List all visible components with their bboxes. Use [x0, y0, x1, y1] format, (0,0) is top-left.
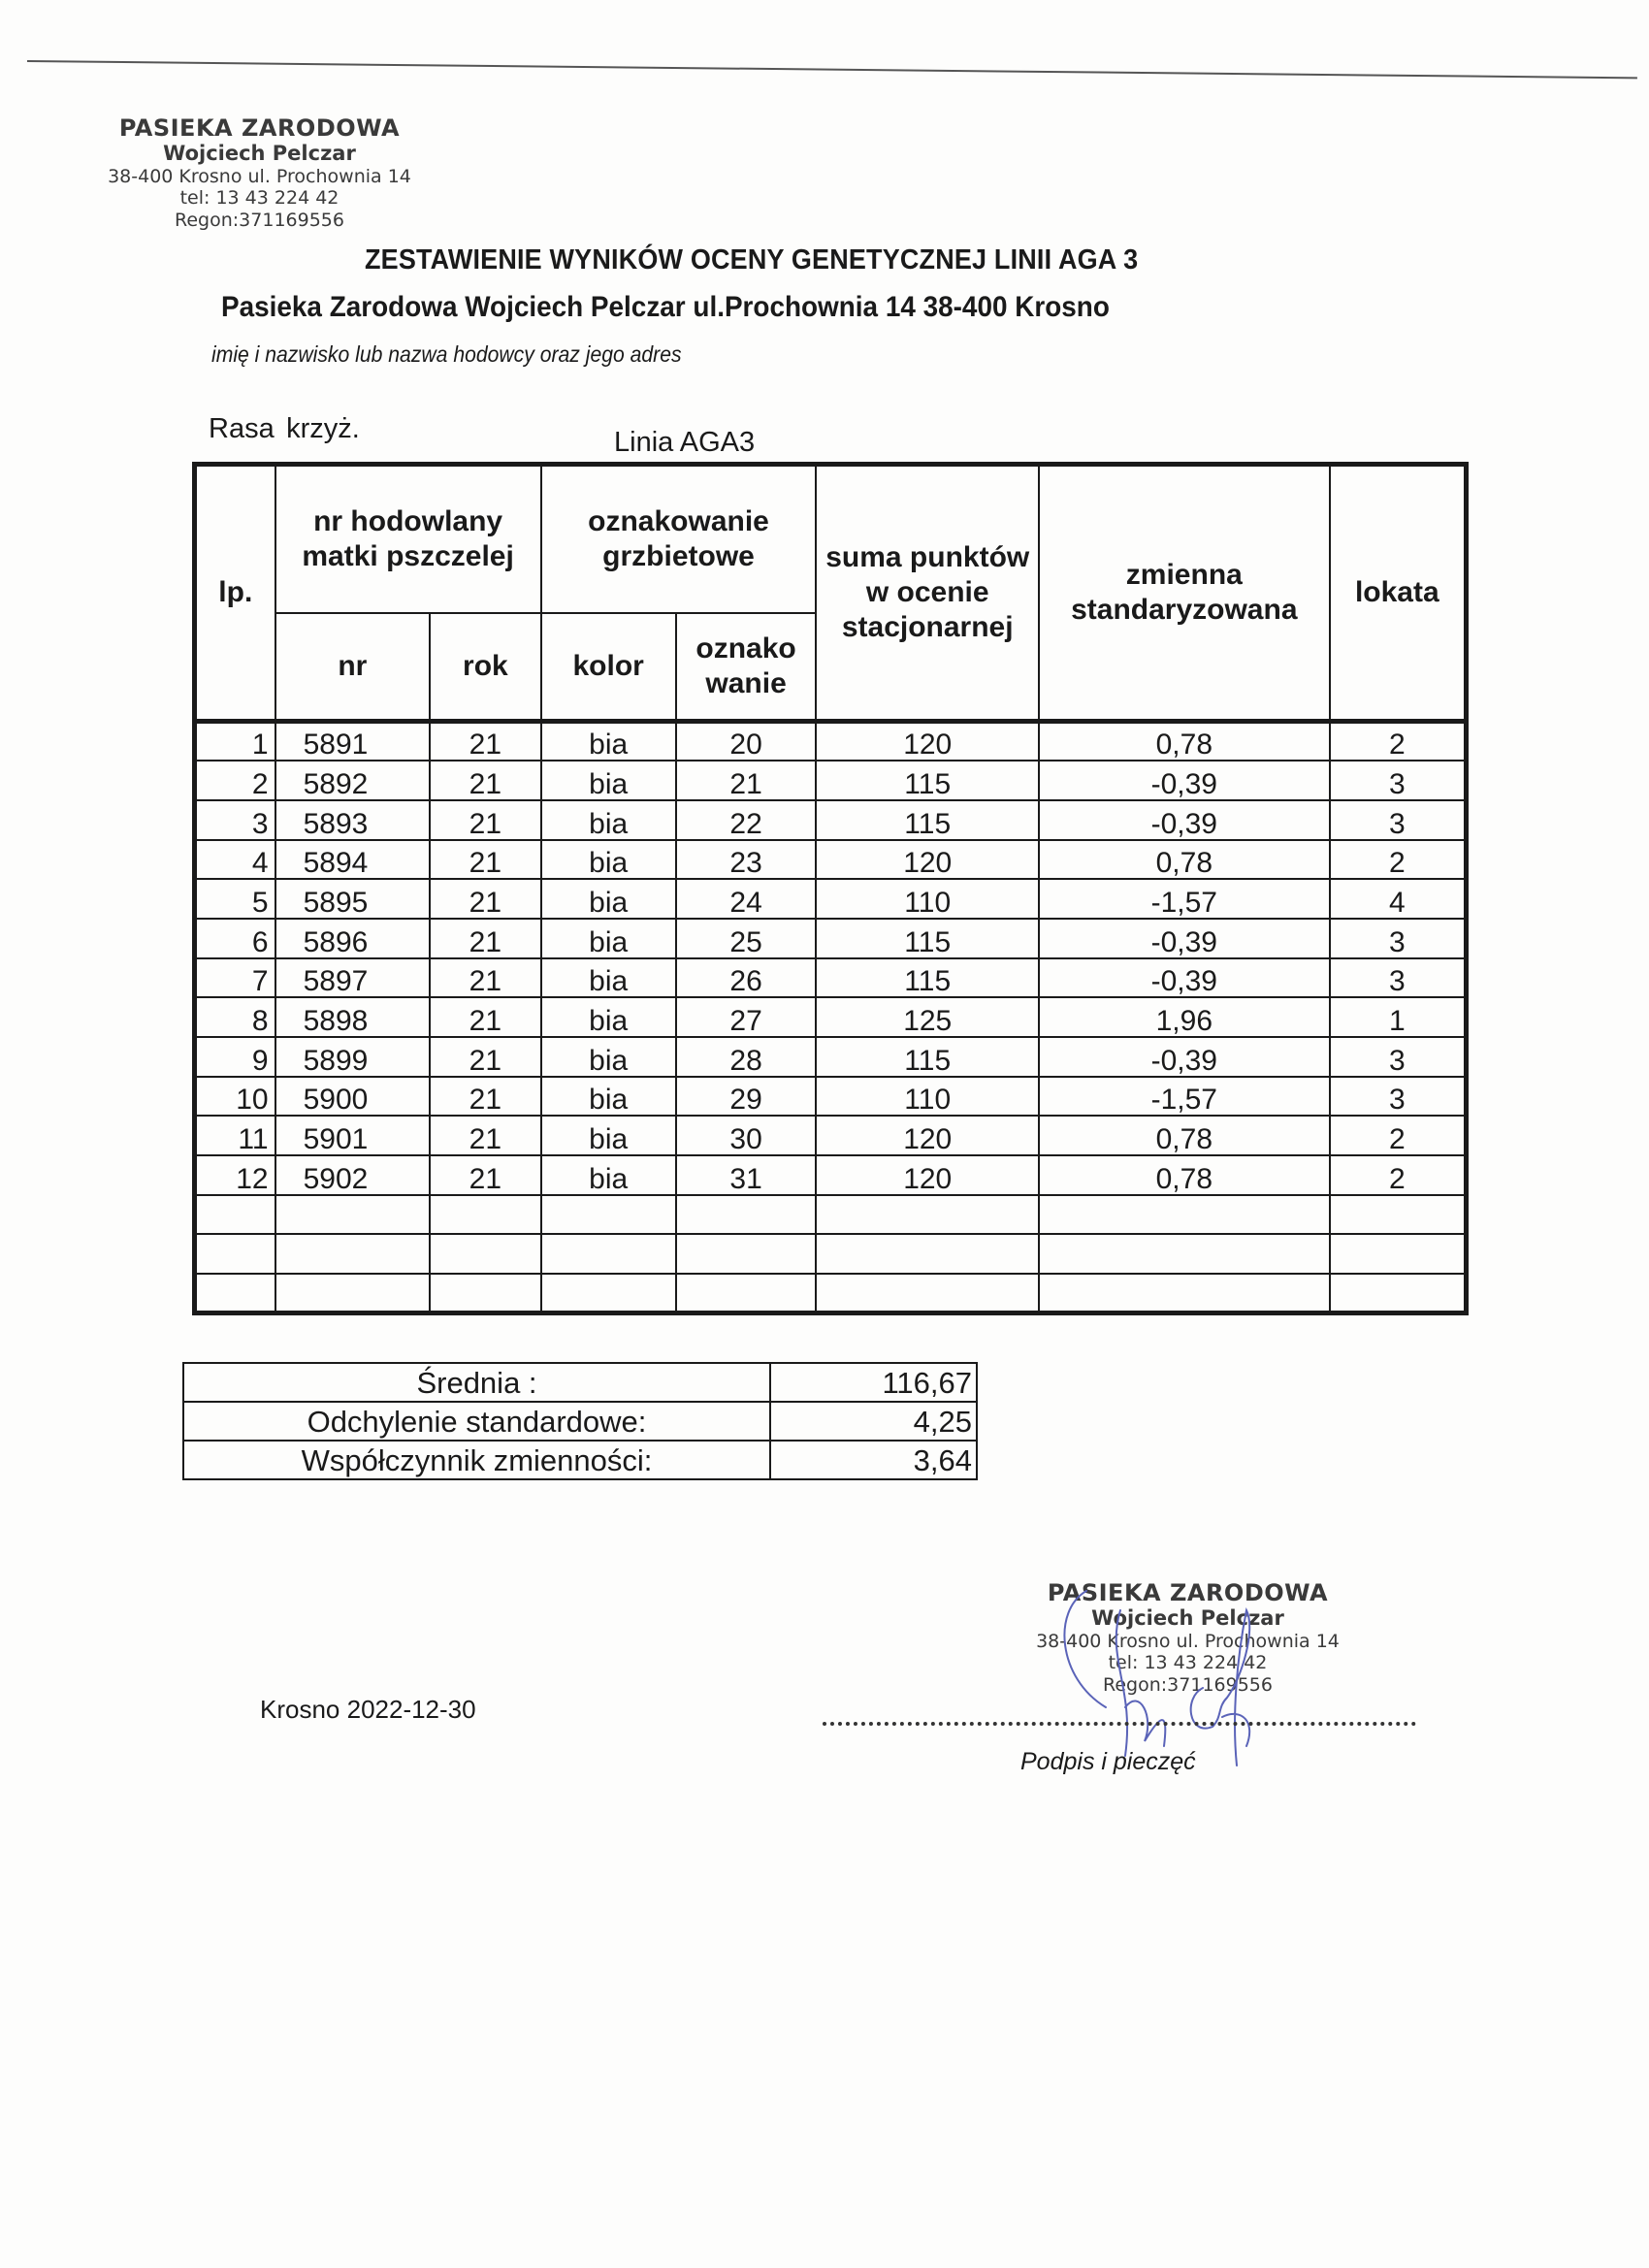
cell-zmienna: 0,78 [1039, 1116, 1330, 1155]
statistic-value: 4,25 [770, 1402, 977, 1441]
cell-kolor: bia [541, 1037, 676, 1077]
statistic-label: Współczynnik zmienności: [183, 1441, 770, 1479]
cell-lokata: 1 [1330, 997, 1467, 1037]
cell-oznakowanie: 25 [676, 919, 817, 958]
header-oznakowanie-text: oznako wanie [695, 632, 796, 699]
table-row [195, 1077, 1467, 1117]
cell-kolor [541, 1274, 676, 1313]
cell-rok: 21 [430, 997, 541, 1037]
cell-lokata: 2 [1330, 722, 1467, 761]
header-zmienna [1039, 465, 1330, 722]
top-rule [27, 60, 1637, 79]
cell-lp: 11 [195, 1116, 275, 1155]
cell-rok: 21 [430, 1155, 541, 1195]
cell-suma [816, 1274, 1039, 1313]
cell-rok: 21 [430, 879, 541, 919]
cell-zmienna: 0,78 [1039, 722, 1330, 761]
cell-lokata: 3 [1330, 958, 1467, 998]
table-row [195, 919, 1467, 958]
cell-kolor [541, 1195, 676, 1235]
cell-lp [195, 1195, 275, 1235]
line-label: Linia AGA3 [614, 427, 756, 458]
breeder-name: Pasieka Zarodowa Wojciech Pelczar ul.Prochownia 14 38-400 Krosno [221, 291, 1110, 323]
cell-lokata: 2 [1330, 840, 1467, 880]
table-row [195, 997, 1467, 1037]
cell-oznakowanie: 31 [676, 1155, 817, 1195]
cell-kolor: bia [541, 840, 676, 880]
stamp-address: 38-400 Krosno ul. Prochownia 14 [1036, 1631, 1340, 1653]
cell-rok: 21 [430, 919, 541, 958]
cell-lokata: 3 [1330, 761, 1467, 800]
header-suma [816, 465, 1039, 722]
header-marking [541, 465, 817, 614]
table-row [195, 879, 1467, 919]
cell-rok [430, 1195, 541, 1235]
table-row [195, 1274, 1467, 1313]
cell-zmienna: -1,57 [1039, 879, 1330, 919]
signature-line [823, 1722, 1416, 1726]
breed-field [209, 413, 360, 445]
cell-kolor: bia [541, 958, 676, 998]
cell-kolor: bia [541, 800, 676, 840]
table-row [195, 840, 1467, 880]
header-queen-number-text: nr hodowlany matki pszczelej [302, 505, 514, 572]
table-row [195, 1116, 1467, 1155]
document-title: ZESTAWIENIE WYNIKÓW OCENY GENETYCZNEJ LINII AGA 3 [365, 244, 1139, 275]
stamp-owner: Wojciech Pelczar [1091, 1606, 1284, 1631]
cell-lp: 9 [195, 1037, 275, 1077]
cell-oznakowanie [676, 1195, 817, 1235]
header-suma-text: suma punktów w ocenie stacjonarnej [825, 541, 1030, 643]
cell-lp: 4 [195, 840, 275, 880]
cell-nr: 5895 [275, 879, 431, 919]
cell-lp: 2 [195, 761, 275, 800]
cell-lp: 12 [195, 1155, 275, 1195]
cell-nr: 5901 [275, 1116, 431, 1155]
cell-zmienna: 0,78 [1039, 1155, 1330, 1195]
cell-suma: 110 [816, 1077, 1039, 1117]
cell-rok: 21 [430, 800, 541, 840]
cell-kolor: bia [541, 879, 676, 919]
cell-oznakowanie [676, 1274, 817, 1313]
cell-lokata: 3 [1330, 919, 1467, 958]
cell-nr: 5896 [275, 919, 431, 958]
header-kolor: kolor [541, 613, 676, 722]
cell-kolor: bia [541, 919, 676, 958]
table-row [195, 1195, 1467, 1235]
stamp-regon: Regon:371169556 [175, 209, 344, 231]
cell-lokata: 2 [1330, 1116, 1467, 1155]
cell-lokata [1330, 1274, 1467, 1313]
cell-zmienna [1039, 1195, 1330, 1235]
cell-suma: 115 [816, 800, 1039, 840]
stamp-phone: tel: 13 43 224 42 [179, 187, 340, 210]
cell-nr: 5892 [275, 761, 431, 800]
cell-lokata [1330, 1195, 1467, 1235]
cell-nr: 5899 [275, 1037, 431, 1077]
cell-oznakowanie: 29 [676, 1077, 817, 1117]
cell-rok: 21 [430, 840, 541, 880]
results-table [192, 462, 1469, 1315]
cell-lp: 10 [195, 1077, 275, 1117]
table-row [195, 1234, 1467, 1274]
cell-kolor [541, 1234, 676, 1274]
cell-suma: 120 [816, 1116, 1039, 1155]
cell-lp: 8 [195, 997, 275, 1037]
cell-nr: 5897 [275, 958, 431, 998]
statistic-row [183, 1441, 977, 1479]
statistic-row [183, 1363, 977, 1402]
cell-lp: 5 [195, 879, 275, 919]
cell-rok: 21 [430, 722, 541, 761]
stamp-regon: Regon:371169556 [1103, 1673, 1273, 1696]
table-row [195, 800, 1467, 840]
table-row [195, 722, 1467, 761]
cell-nr: 5898 [275, 997, 431, 1037]
cell-rok: 21 [430, 1037, 541, 1077]
table-row [195, 1155, 1467, 1195]
cell-suma: 110 [816, 879, 1039, 919]
cell-suma [816, 1195, 1039, 1235]
cell-lokata: 4 [1330, 879, 1467, 919]
cell-lokata: 2 [1330, 1155, 1467, 1195]
cell-lp: 7 [195, 958, 275, 998]
cell-oznakowanie: 23 [676, 840, 817, 880]
cell-nr: 5891 [275, 722, 431, 761]
cell-nr [275, 1234, 431, 1274]
cell-suma: 120 [816, 840, 1039, 880]
cell-rok: 21 [430, 761, 541, 800]
stamp-owner: Wojciech Pelczar [163, 142, 356, 166]
cell-oznakowanie: 24 [676, 879, 817, 919]
stamp-name: PASIEKA ZARODOWA [118, 114, 401, 142]
cell-suma [816, 1234, 1039, 1274]
cell-zmienna: -1,57 [1039, 1077, 1330, 1117]
table-row [195, 1037, 1467, 1077]
breeder-hint: imię i nazwisko lub nazwa hodowcy oraz jego adres [211, 341, 682, 367]
signature-label: Podpis i pieczęć [1020, 1748, 1196, 1775]
statistic-row [183, 1402, 977, 1441]
cell-kolor: bia [541, 1077, 676, 1117]
cell-nr [275, 1195, 431, 1235]
cell-lokata: 3 [1330, 1077, 1467, 1117]
header-queen-number [275, 465, 541, 614]
cell-suma: 115 [816, 1037, 1039, 1077]
cell-nr [275, 1274, 431, 1313]
cell-oznakowanie: 30 [676, 1116, 817, 1155]
header-zmienna-text: zmienna standaryzowana [1071, 559, 1298, 626]
cell-kolor: bia [541, 1116, 676, 1155]
cell-kolor: bia [541, 722, 676, 761]
cell-rok [430, 1274, 541, 1313]
header-lp: lp. [195, 465, 275, 722]
cell-lp: 1 [195, 722, 275, 761]
header-marking-text: oznakowanie grzbietowe [588, 505, 769, 572]
cell-rok: 21 [430, 958, 541, 998]
cell-zmienna [1039, 1234, 1330, 1274]
cell-lp [195, 1274, 275, 1313]
cell-zmienna: 0,78 [1039, 840, 1330, 880]
cell-nr: 5894 [275, 840, 431, 880]
cell-zmienna [1039, 1274, 1330, 1313]
cell-zmienna: -0,39 [1039, 800, 1330, 840]
statistic-label: Odchylenie standardowe: [183, 1402, 770, 1441]
stamp-address: 38-400 Krosno ul. Prochownia 14 [108, 166, 411, 188]
cell-lp: 6 [195, 919, 275, 958]
cell-lokata: 3 [1330, 800, 1467, 840]
statistic-value: 3,64 [770, 1441, 977, 1479]
cell-zmienna: -0,39 [1039, 919, 1330, 958]
header-lokata: lokata [1330, 465, 1467, 722]
cell-kolor: bia [541, 761, 676, 800]
cell-oznakowanie: 22 [676, 800, 817, 840]
cell-suma: 115 [816, 761, 1039, 800]
cell-suma: 115 [816, 958, 1039, 998]
cell-zmienna: -0,39 [1039, 761, 1330, 800]
cell-kolor: bia [541, 1155, 676, 1195]
cell-lp [195, 1234, 275, 1274]
cell-zmienna: -0,39 [1039, 958, 1330, 998]
cell-suma: 120 [816, 722, 1039, 761]
cell-lp: 3 [195, 800, 275, 840]
cell-rok: 21 [430, 1116, 541, 1155]
header-stamp [92, 114, 427, 231]
breed-label: Rasa [209, 413, 275, 444]
place-date: Krosno 2022-12-30 [260, 1695, 476, 1724]
header-oznakowanie [676, 613, 817, 722]
cell-oznakowanie [676, 1234, 817, 1274]
header-nr: nr [275, 613, 431, 722]
cell-rok [430, 1234, 541, 1274]
handwritten-signature [1048, 1571, 1300, 1775]
cell-oznakowanie: 28 [676, 1037, 817, 1077]
breed-value: krzyż. [286, 413, 360, 444]
cell-zmienna: -0,39 [1039, 1037, 1330, 1077]
cell-nr: 5893 [275, 800, 431, 840]
cell-suma: 115 [816, 919, 1039, 958]
stamp-name: PASIEKA ZARODOWA [1047, 1579, 1329, 1606]
table-row [195, 958, 1467, 998]
cell-suma: 125 [816, 997, 1039, 1037]
stamp-phone: tel: 13 43 224 42 [1108, 1652, 1268, 1674]
cell-kolor: bia [541, 997, 676, 1037]
cell-nr: 5900 [275, 1077, 431, 1117]
header-rok: rok [430, 613, 541, 722]
statistic-value: 116,67 [770, 1363, 977, 1402]
cell-oznakowanie: 20 [676, 722, 817, 761]
cell-zmienna: 1,96 [1039, 997, 1330, 1037]
cell-oznakowanie: 27 [676, 997, 817, 1037]
cell-nr: 5902 [275, 1155, 431, 1195]
cell-oznakowanie: 21 [676, 761, 817, 800]
statistic-label: Średnia : [183, 1363, 770, 1402]
cell-suma: 120 [816, 1155, 1039, 1195]
table-row [195, 761, 1467, 800]
cell-lokata: 3 [1330, 1037, 1467, 1077]
cell-rok: 21 [430, 1077, 541, 1117]
statistics-table [182, 1362, 978, 1480]
cell-lokata [1330, 1234, 1467, 1274]
cell-oznakowanie: 26 [676, 958, 817, 998]
